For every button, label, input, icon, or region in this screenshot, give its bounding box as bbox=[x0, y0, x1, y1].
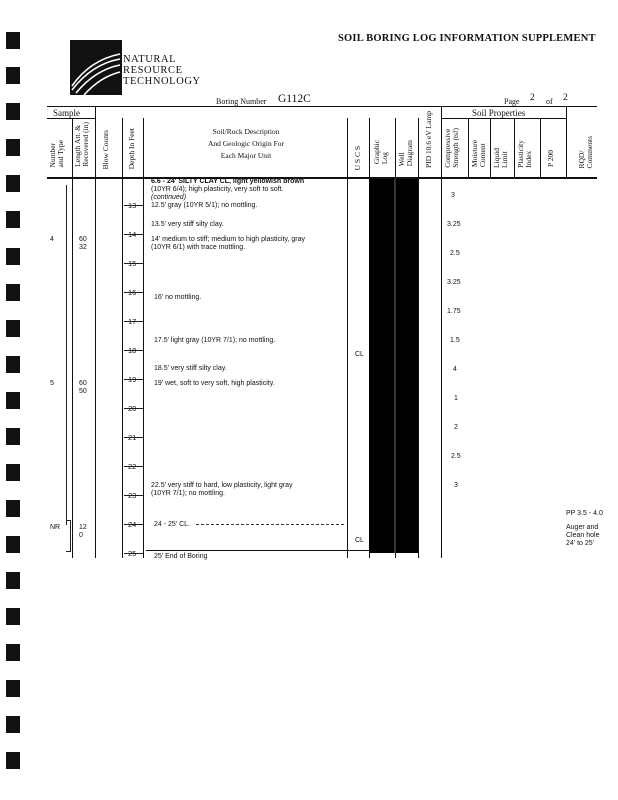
company-name-line: TECHNOLOGY bbox=[123, 76, 201, 87]
description-line: 6.6 - 24' SILTY CLAY CL, light yellowish brown bbox=[151, 178, 305, 185]
punch-hole bbox=[6, 175, 20, 192]
punch-hole bbox=[6, 32, 20, 49]
compressive-value: 1 bbox=[454, 395, 458, 402]
description-line: 13.5' very stiff silty clay. bbox=[151, 221, 224, 228]
sample-length: 60 bbox=[79, 380, 87, 387]
depth-label: 14 bbox=[128, 230, 137, 239]
depth-label: 17 bbox=[128, 317, 137, 326]
contact-dashed-line bbox=[196, 524, 344, 525]
compressive-value: 3.25 bbox=[447, 279, 461, 286]
depth-label: 19 bbox=[128, 375, 137, 384]
depth-label: 25 bbox=[128, 549, 137, 558]
compressive-value: 2.5 bbox=[451, 453, 461, 460]
col-divider bbox=[540, 118, 541, 178]
header-liquid: Liquid Limit bbox=[492, 148, 509, 168]
depth-label: 13 bbox=[128, 201, 137, 210]
description-line: 25' End of Boring bbox=[154, 553, 208, 560]
col-divider bbox=[441, 106, 442, 558]
soil-properties-heading: Soil Properties bbox=[472, 108, 526, 118]
col-divider bbox=[347, 118, 348, 558]
header-description bbox=[146, 126, 346, 162]
comment-line: Clean hole bbox=[566, 532, 600, 539]
description-line: 12.5' gray (10YR 5/1); no mottling. bbox=[151, 202, 258, 209]
header-length-recovered: Length Att. & Recovered (in) bbox=[73, 122, 90, 167]
header-pid: PID 10.6 eV Lamp bbox=[424, 111, 433, 168]
punch-hole bbox=[6, 211, 20, 228]
sample-group-heading: Sample bbox=[53, 108, 80, 118]
header-description-line: And Geologic Origin For bbox=[207, 139, 285, 148]
depth-label: 20 bbox=[128, 404, 137, 413]
page-total: 2 bbox=[563, 93, 568, 103]
punch-hole bbox=[6, 716, 20, 733]
comment-line: 24' to 25' bbox=[566, 540, 594, 547]
comment-line: Auger and bbox=[566, 524, 599, 531]
header-description-line: Soil/Rock Description bbox=[212, 127, 280, 136]
col-divider bbox=[490, 118, 491, 178]
header-rqd-comments: RQD/ Comments bbox=[577, 136, 594, 169]
description-line: (10YR 7/1); no mottling. bbox=[151, 490, 225, 497]
header-well-diagram: Well Diagram bbox=[397, 140, 414, 167]
company-name-line: RESOURCE bbox=[123, 65, 183, 76]
punch-hole bbox=[6, 284, 20, 301]
well-diagram-line bbox=[394, 179, 396, 553]
description-line: 19' wet, soft to very soft, high plasticity. bbox=[154, 380, 275, 387]
punch-hole bbox=[6, 608, 20, 625]
col-divider bbox=[418, 118, 419, 558]
punch-hole bbox=[6, 572, 20, 589]
col-divider bbox=[514, 118, 515, 178]
depth-label: 22 bbox=[128, 462, 137, 471]
header-compressive: Compressive Strength (tsf) bbox=[443, 128, 460, 168]
of-label: of bbox=[546, 97, 553, 106]
page-label: Page bbox=[504, 97, 520, 106]
punch-hole bbox=[6, 500, 20, 517]
punch-hole bbox=[6, 644, 20, 661]
sample-recovered: 50 bbox=[79, 388, 87, 395]
description-line: 24 - 25' CL. bbox=[154, 521, 190, 528]
depth-label: 18 bbox=[128, 346, 137, 355]
comment-line: PP 3.5 - 4.0 bbox=[566, 510, 603, 517]
header-blow-counts: Blow Counts bbox=[101, 130, 110, 170]
soil-group-rule bbox=[441, 118, 566, 119]
company-name-line: NATURAL bbox=[123, 54, 177, 65]
compressive-value: 3.25 bbox=[447, 221, 461, 228]
compressive-value: 3 bbox=[451, 192, 455, 199]
sample-number: NR bbox=[50, 524, 61, 531]
description-line: 18.5' very stiff silty clay. bbox=[154, 365, 227, 372]
col-divider bbox=[122, 118, 123, 558]
header-p200: P 200 bbox=[546, 150, 555, 168]
punch-hole bbox=[6, 464, 20, 481]
sample-number: 5 bbox=[50, 380, 54, 387]
sample-length: 60 bbox=[79, 236, 87, 243]
sample-interval-line bbox=[66, 185, 67, 525]
punch-hole bbox=[6, 67, 20, 84]
punch-hole bbox=[6, 356, 20, 373]
col-divider bbox=[72, 118, 73, 558]
header-number-type: Number and Type bbox=[48, 140, 65, 168]
sample-length: 12 bbox=[79, 524, 87, 531]
description-line: (10YR 6/1) with trace mottling. bbox=[151, 244, 246, 251]
description-line: (10YR 6/4); high plasticity, very soft to soft. bbox=[151, 186, 284, 193]
depth-label: 16 bbox=[128, 288, 137, 297]
description-line: 17.5' light gray (10YR 7/1); no mottling. bbox=[154, 337, 276, 344]
uscs-code: CL bbox=[355, 351, 364, 358]
depth-label: 23 bbox=[128, 491, 137, 500]
description-line: 14' medium to stiff; medium to high plasticity, gray bbox=[151, 236, 305, 243]
punch-hole bbox=[6, 428, 20, 445]
col-divider bbox=[468, 118, 469, 178]
compressive-value: 2 bbox=[454, 424, 458, 431]
header-top-rule bbox=[47, 106, 597, 107]
compressive-value: 1.5 bbox=[450, 337, 460, 344]
boring-number-label: Boring Number bbox=[216, 97, 267, 106]
punch-hole bbox=[6, 320, 20, 337]
punch-hole bbox=[6, 536, 20, 553]
compressive-value: 3 bbox=[454, 482, 458, 489]
sample-recovered: 0 bbox=[79, 532, 83, 539]
depth-label: 15 bbox=[128, 259, 137, 268]
document-title: SOIL BORING LOG INFORMATION SUPPLEMENT bbox=[338, 33, 596, 44]
boring-number: G112C bbox=[278, 93, 311, 105]
depth-label: 21 bbox=[128, 433, 137, 442]
company-logo bbox=[70, 40, 122, 95]
uscs-code: CL bbox=[355, 537, 364, 544]
punch-hole bbox=[6, 139, 20, 156]
punch-hole bbox=[6, 103, 20, 120]
sample-group-rule bbox=[47, 118, 95, 119]
header-plasticity: Plasticity Index bbox=[516, 140, 533, 168]
company-name bbox=[123, 54, 201, 87]
sample-recovered: 32 bbox=[79, 244, 87, 251]
punch-hole bbox=[6, 752, 20, 769]
punch-hole bbox=[6, 248, 20, 265]
compressive-value: 4 bbox=[453, 366, 457, 373]
col-divider bbox=[566, 106, 567, 178]
compressive-value: 2.5 bbox=[450, 250, 460, 257]
header-depth: Depth In Feet bbox=[127, 128, 136, 170]
sample-interval-box bbox=[66, 520, 71, 552]
punch-hole bbox=[6, 680, 20, 697]
description-line: (continued) bbox=[151, 194, 187, 201]
depth-label: 24 bbox=[128, 520, 137, 529]
compressive-value: 1.75 bbox=[447, 308, 461, 315]
page-number: 2 bbox=[530, 93, 535, 103]
punch-hole bbox=[6, 392, 20, 409]
col-divider bbox=[143, 118, 144, 558]
description-line: 16' no mottling. bbox=[154, 294, 202, 301]
header-description-line: Each Major Unit bbox=[220, 151, 272, 160]
sample-number: 4 bbox=[50, 236, 54, 243]
description-line: 22.5' very stiff to hard, low plasticity, light gray bbox=[151, 482, 293, 489]
col-divider bbox=[95, 106, 96, 558]
header-moisture: Moisture Content bbox=[470, 140, 487, 168]
header-uscs: U S C S bbox=[353, 146, 362, 171]
header-graphic-log: Graphic Log bbox=[372, 140, 389, 165]
